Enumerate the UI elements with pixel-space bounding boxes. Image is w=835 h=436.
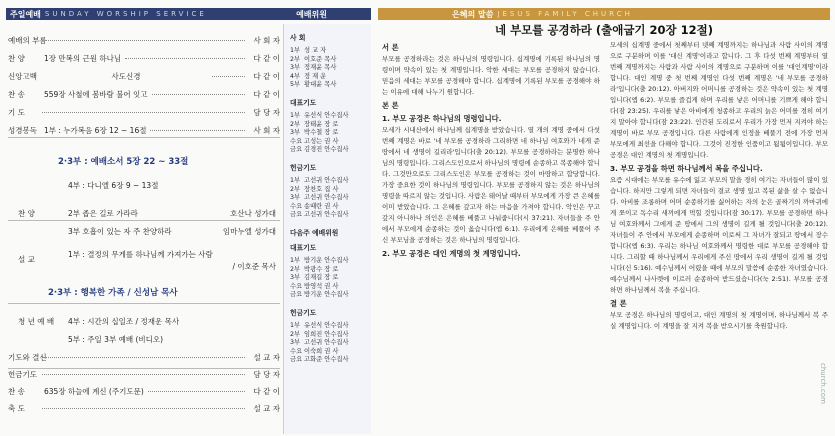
sermon-paragraph: 부모 공경은 하나님의 명령이고, 대인 계명의 첫 계명이며, 하나님께서 복 주실 계명입니다. 이 계명을 잘 지켜 복을 받으시기를 축원합니다. [610, 311, 828, 330]
sermon-label: 은혜의 말씀 [452, 9, 494, 19]
youth-line-2: 5부 : 주일 3부 예배 (비디오) [68, 335, 164, 344]
sermon-heading: 결 론 [610, 299, 627, 308]
committee-name: 고성는 권 사 [304, 137, 339, 145]
committee-name: 황대윤 목사 [304, 81, 337, 89]
divider-3 [8, 303, 280, 304]
committee-name: 유선식 안수집사 [304, 112, 349, 119]
committee-name: 장태윤 장 로 [304, 120, 339, 128]
order-row-person: 다 같 이 [253, 72, 280, 81]
dotted-leader [42, 357, 245, 358]
sermon-paragraph: 모세의 십계명 중에서 첫째부터 넷째 계명까지는 하나님과 사람 사이의 계명으로 구분하며 이를 '대신 계명'이라고 합니다. 그 후 다섯 번째 계명부터 열 번째 계명까지는 사람과 사람 사이의 계명으로 구분하며 이를 '대인계명'이라 합니다. 대인 계명 중 첫 번째 계명인 다섯 번째 계명은 '네 부모를 공경하라'입니다(출 20:12). 아버지와 어머니를 공경하는 것은 약속이 있는 첫 계명입니다(엡 6:2). 부모를 즐겁게 하며 우리를 낳은 어머니를 기쁘게 해야 합니다(잠 23:25). 우리를 낳은 아비에게 청종하고 우리의 늙은 어미를 경히 여기지 말아야 합니다(잠 23:22). 인간된 도리로서 우리가 가장 먼저 지켜야 하는 계명이 바로 부모 공경입니다. 다른 사람에게 인정을 베풀기 전에 가장 먼저 부모에게 최선을 다해야 합니다. 그것이 진정한 인품이고 됨됨이입니다. 부모공경은 대인 계명의 첫 계명입니다. [610, 41, 828, 159]
committee-service: 3부 [290, 274, 301, 282]
order-row-person: 사 회 자 [253, 126, 280, 135]
committee-name: 고화준 안수집사 [304, 356, 349, 364]
committee-service: 1부 [290, 112, 301, 119]
sermon-heading: 1. 부모 공경은 하나님의 명령입니다. [382, 114, 502, 123]
committee-service: 수요 [290, 202, 303, 210]
order-row-person: 다 같 이 [253, 387, 280, 396]
committee-service: 수요 [290, 137, 303, 145]
committee-entry [290, 209, 349, 218]
order-row-label: 찬 송 [8, 90, 25, 99]
sermon-header-bar [378, 8, 830, 20]
order-row-label: 헌금기도 [8, 370, 37, 379]
committee-name: 박수철 장 로 [304, 129, 339, 137]
order-row-content: 사도신경 [111, 72, 141, 81]
sermon-scripture: 2·3부 : 예배소서 5장 22 ~ 33절 [58, 157, 189, 167]
worship-english-label: SUNDAY WORSHIP SERVICE [44, 10, 207, 18]
sermon-heading: 본 론 [382, 101, 399, 110]
order-row-person: 다 같 이 [253, 54, 280, 63]
order-row-content: 1장 만복의 근원 하나님 [44, 54, 122, 63]
watermark: church.com [819, 363, 827, 404]
committee-name: 고선귀 안수집사 [304, 177, 349, 184]
order-row-person: 담 당 자 [253, 108, 280, 117]
order-row-person: 설 교 자 [253, 404, 280, 413]
order-row [8, 35, 280, 46]
committee-name: 정 재 운 [304, 72, 327, 80]
dotted-leader [212, 76, 245, 77]
committee-name: 유선식 안수집사 [304, 322, 349, 329]
committee-service: 금요 [290, 211, 303, 219]
dotted-leader [148, 391, 246, 392]
committee-service: 2부 [290, 185, 301, 193]
committee-name: 정재윤 목사 [304, 64, 337, 72]
order-row [8, 89, 280, 100]
committee-service: 1부 [290, 177, 301, 184]
choir-line-2: 3부 호흡이 있는 자 주 찬양하라 [68, 227, 172, 236]
committee-entry [290, 79, 336, 88]
committee-name: 성 교 자 [304, 47, 327, 54]
divider-2 [8, 220, 280, 221]
order-row-label: 축 도 [8, 404, 25, 413]
next-offering-heading: 헌금기도 [290, 309, 317, 317]
order-row-label: 기 도 [8, 108, 25, 117]
committee-service: 3부 [290, 194, 301, 202]
order-row [8, 125, 280, 136]
choir-line-1: 2부 좁은 길로 가라라 [68, 209, 138, 218]
dotted-leader [150, 130, 245, 131]
committee-service: 1부 [290, 257, 301, 264]
praise-label: 찬 양 [18, 209, 35, 218]
sermon-panel [378, 22, 830, 434]
order-row-label: 성경봉독 [8, 126, 37, 135]
committee-name: 박광수 장 로 [304, 265, 339, 273]
committee-entry [290, 144, 349, 153]
sermon-column-right [610, 40, 828, 332]
dotted-leader [42, 112, 245, 113]
committee-service: 2부 [290, 120, 301, 128]
daniel-scripture: 4부 : 다니엘 6장 9 ~ 13절 [68, 181, 159, 190]
committee-service: 5부 [290, 81, 301, 89]
divider-4 [8, 368, 280, 369]
committee-service: 2부 [290, 55, 301, 63]
order-row-person: 사 회 자 [253, 36, 280, 45]
next-week-heading: 다음주 예배위원 [290, 229, 339, 237]
committee-name: 고선귀 안수집사 [304, 211, 349, 219]
order-row-label: 기도와 결신 [8, 353, 47, 362]
committee-service: 3부 [290, 339, 301, 347]
church-english-label: JESUS FAMILY CHURCH [497, 10, 633, 18]
committee-name: 김재길 장 로 [304, 274, 339, 282]
sermon-heading: 서 론 [382, 43, 399, 52]
order-row-label: 찬 양 [8, 54, 25, 63]
committee-name: 방기운 안수집사 [304, 291, 349, 299]
next-prayer-heading: 대표기도 [290, 244, 317, 252]
choir-name-2: 임마누엘 성가대 [222, 227, 276, 236]
committee-name: 김경진 안수집사 [304, 146, 349, 154]
sermon-column-left [382, 40, 600, 260]
committee-name: 고선귀 안수집사 [304, 194, 349, 202]
dotted-leader [125, 58, 245, 59]
committee-service: 4부 [290, 72, 301, 80]
committee-service: 금요 [290, 356, 303, 364]
sermon-line-2: 2·3부 : 행복한 가족 / 신성남 목사 [48, 288, 178, 298]
order-row [8, 386, 280, 397]
committee-service: 3부 [290, 64, 301, 72]
sermon-paragraph: 부모를 공경하라는 것은 하나님의 명령입니다. 십계명에 기록된 하나님의 명령이며 약속이 있는 첫 계명입니다. 악한 세대는 부모를 공경하지 않습니다. 믿음의 세대는 부모를 공경해야 합니다. 십계명에 기록된 부모를 공경해야 하는 이유에 대해 나누기 원합니다. [382, 55, 600, 96]
committee-label: 예배위원 [296, 9, 327, 19]
dotted-leader [42, 374, 245, 375]
order-row [8, 352, 280, 363]
order-row-content: 1부 : 누가복음 6장 12 ~ 16절 [44, 126, 147, 135]
committee-name: 이호준 목사 [304, 55, 337, 63]
youth-line-1: 4부 : 시간의 십일조 / 정재운 목사 [68, 317, 180, 326]
committee-name: 이숙희 권 사 [304, 347, 339, 355]
committee-service: 2부 [290, 330, 301, 338]
host-heading: 사 회 [290, 34, 306, 42]
order-row [8, 403, 280, 414]
sermon-heading: 2. 부모 공경은 대인 계명의 첫 계명입니다. [382, 249, 521, 258]
choir-name-1: 호산나 성가대 [230, 209, 276, 218]
sermon-paragraph: 모세가 시내산에서 하나님께 십계명을 받았습니다. 열 개의 계명 중에서 다섯 번째 계명은 바로 '네 부모를 공경하라 그리하면 네 하나님 여호와가 네게 준 땅에서 네 생명이 길리라'입니다(출 20:12). 부모를 공경하라는 분명한 하나님의 명령입니다. 그리스도인으로서 하나님의 명령에 순종하고 복종해야 합니다. 그것만으로도 그리스도인은 부모를 공경하는 것이 마땅하고 합당합니다. 가장 중요한 것이 하나님의 명령입니다. 부모를 공경하지 않는 것은 하나님의 명령을 따르지 않는 것입니다. 사람은 태어날 때부터 부모에게 가장 큰 은혜를 이미 받았습니다. 그 은혜를 갚고자 하는 마음을 가져야 합니다. 악인은 꾸고 갚지 아니하나 의인은 은혜를 베풀고 나눠줍니다(시 37:21). 자녀들을 주 안에서 부모에게 순종하는 것이 옳습니다(엡 6:1). 우리에게 은혜를 베풀어 주신 부모님을 공경하는 것은 하나님의 명령입니다. [382, 126, 600, 244]
committee-name: 방기운 안수집사 [304, 257, 349, 264]
order-row-content: 635장 하늘에 계신 (주기도문) [44, 387, 144, 396]
dotted-leader [42, 40, 245, 41]
committee-name: 방영석 권 사 [304, 282, 339, 290]
committee-service: 금요 [290, 291, 303, 299]
committee-name: 임희진 안수집사 [304, 330, 349, 338]
order-row-person: 다 같 이 [253, 90, 280, 99]
sermon-row-label: 설 교 [18, 255, 35, 264]
worship-label: 주일예배 [10, 9, 41, 19]
order-row-label: 예배의 부름 [8, 36, 47, 45]
order-row-person: 담 당 자 [253, 370, 280, 379]
offering-heading: 헌금기도 [290, 164, 317, 172]
youth-label: 청 년 예 배 [18, 317, 55, 326]
order-row [8, 71, 280, 82]
committee-service: 1부 [290, 322, 301, 329]
sermon-title: 네 부모를 공경하라 (출애굽기 20장 12절) [494, 23, 714, 37]
order-row [8, 107, 280, 118]
prayer-heading: 대표기도 [290, 99, 317, 107]
order-row-content: 559장 사철에 봄바람 불어 잇고 [44, 90, 148, 99]
sermon-heading: 3. 부모 공경을 하면 하나님께서 복을 주십니다. [610, 164, 763, 173]
committee-service: 3부 [290, 129, 301, 137]
committee-service: 수요 [290, 347, 303, 355]
sermon-line-1: 1부 : 결정의 무게를 하나님께 가져가는 사람 [68, 250, 213, 259]
sermon-paragraph: 요즘 시대에는 부모를 유수에 잃고 부모의 말을 경히 여기는 자녀들이 많이 있습니다. 하지만 그렇게 되면 자녀들이 결코 생명 있고 복된 삶을 살 수 없습니다. 아비를 조롱하며 어머 순종하기를 싫어하는 자의 눈은 골짜기의 까마귀에게 쪼이고 독수리 새끼에게 먹힐 것입니다(잠 30:17). 부모를 공경하면 하나님 여호와께서 그에게 준 땅에서 그의 생명이 길게 될 것입니다(출 20:12). 자녀들이 주 안에서 부모에게 순종하며 이로써 그 자녀가 잘되고 땅에서 장수합니다(엡 6:3). 우리는 하나님 여호와께서 명령한 대로 부모를 공경해야 합니다. 그리할 때 하나님께서 우리에게 주신 땅에서 우리 생명이 길게 될 것입니다(신 5:16). 예수님께서 어렸을 때에 부모의 말씀에 순종한 자녀였습니다. 예수님께서 나사렛에 이르러 순종하여 받드셨습니다(눅 2:51). 부모를 공경하면 하나님께서 복을 주십니다. [610, 176, 828, 294]
committee-name: 고선귀 안수집사 [304, 339, 349, 347]
order-row-label: 찬 송 [8, 387, 25, 396]
committee-service: 금요 [290, 146, 303, 154]
committee-service: 1부 [290, 47, 301, 54]
committee-entry [290, 289, 349, 298]
committee-name: 장찬호 집 사 [304, 185, 339, 193]
worship-header-bar [6, 8, 371, 20]
committee-service: 수요 [290, 282, 303, 290]
committee-sidebar [283, 24, 371, 434]
committee-entry [290, 354, 349, 363]
committee-name: 송때란 권 사 [304, 202, 339, 210]
order-row-person: 설 교 자 [253, 353, 280, 362]
sermon-line-1-preacher: / 이호준 목사 [232, 262, 276, 271]
order-row-label: 신앙고백 [8, 72, 37, 81]
order-row [8, 53, 280, 64]
dotted-leader [152, 94, 246, 95]
dotted-leader [42, 408, 245, 409]
committee-service: 2부 [290, 265, 301, 273]
order-row [8, 369, 280, 380]
divider-1 [8, 137, 280, 138]
